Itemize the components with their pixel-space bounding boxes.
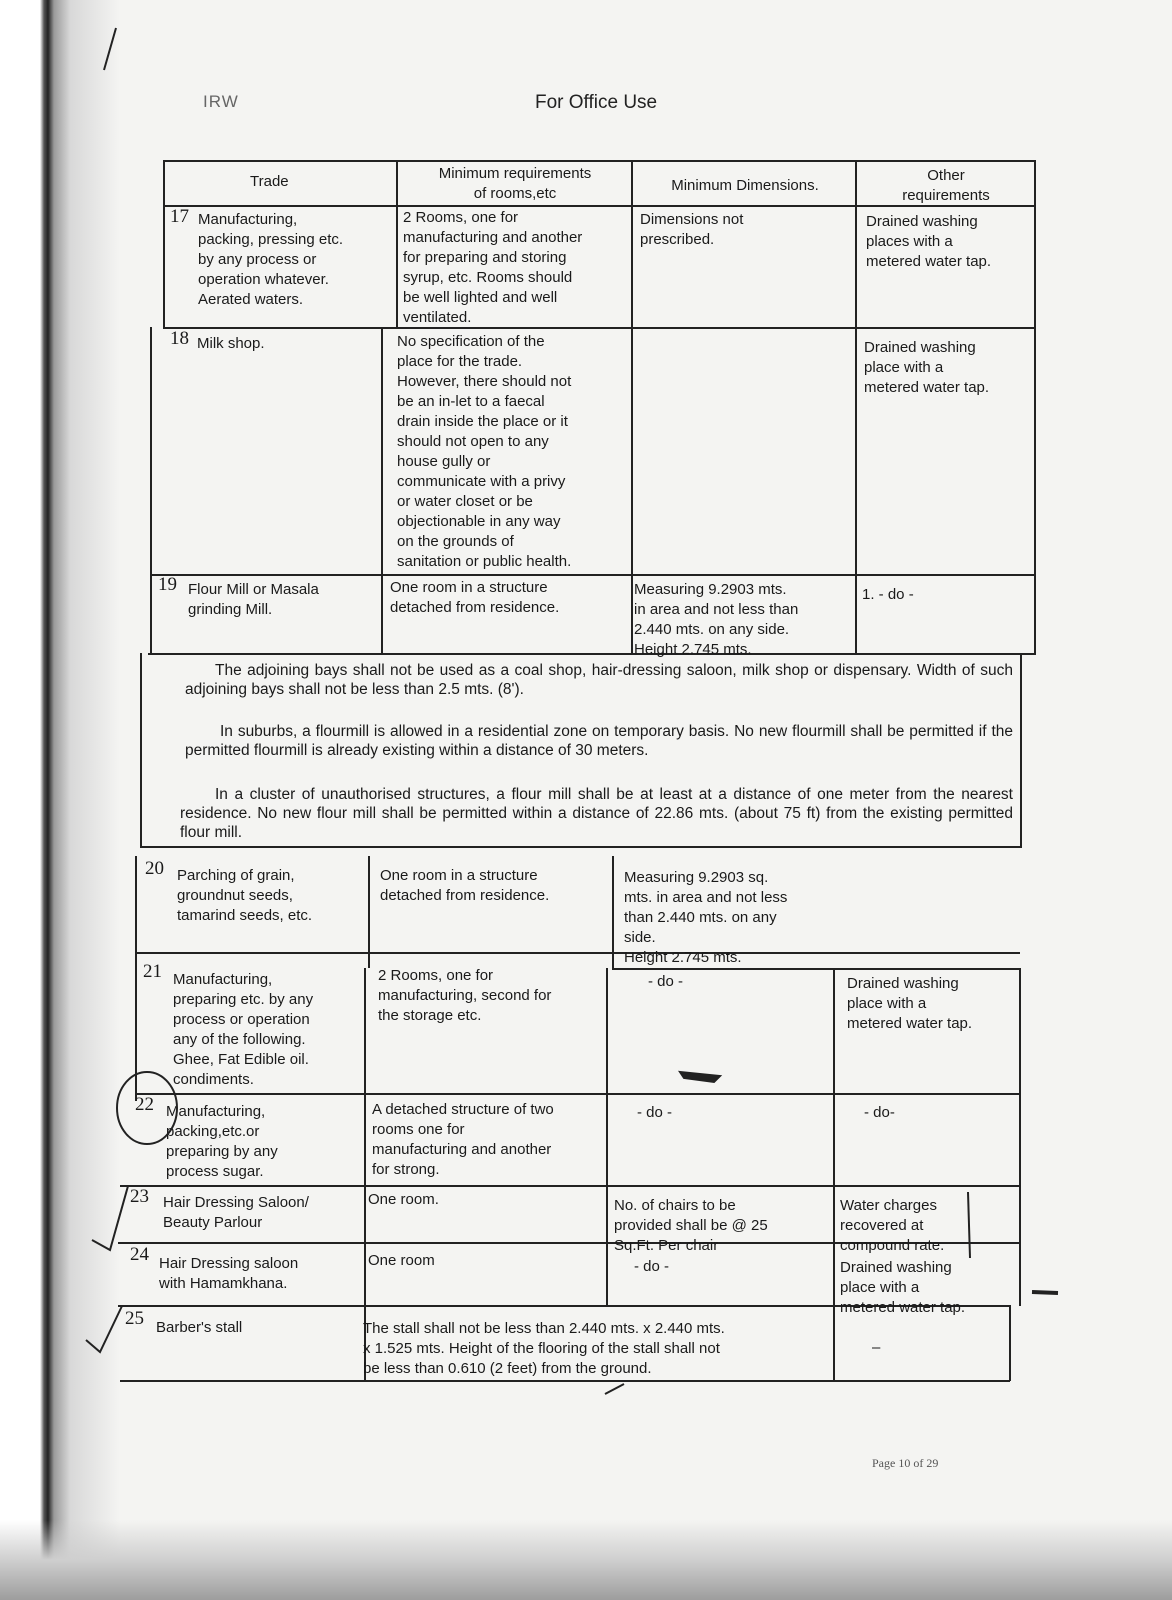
note-unauthorised-cluster: In a cluster of unauthorised structures, a flour mill shall be at least at a distance of one meter from the nearest residence. No new flour mill shall be permitted within a distance of 22.86 mts. (about 75 ft) from the existing permitted flour mill. [180,786,1013,841]
row-21-other: Drained washing place with a metered water tap. [847,975,973,1032]
row-20-trade: Parching of grain, groundnut seeds, tamarind seeds, etc. [177,867,313,924]
header-trade: Trade [250,173,289,190]
row-17-trade: Manufacturing, packing, pressing etc. by any process or operation whatever. Aerated waters. [198,211,344,308]
header-min-rooms: Minimum requirements of rooms,etc [438,165,592,202]
row-25-rooms-dims: The stall shall not be less than 2.440 mts. x 2.440 mts. x 1.525 mts. Height of the flooring of the stall shall not be less than 0.610 (2 feet) from the ground. [363,1320,725,1377]
row-25-number: 25 [125,1309,144,1329]
row-22-other: - do- [864,1104,895,1121]
row-23-dims: No. of chairs to be provided shall be @ 25 Sq.Ft. Per chair [614,1197,768,1254]
row-17-dims: Dimensions not prescribed. [640,211,744,248]
row-18-rooms: No specification of the place for the trade. However, there should not be an in-let to a faecal drain inside the place or it should not open to any house gully or communicate with a privy or water closet or be objectionable in any way on the grounds of sanitation or public health. [397,333,572,570]
scan-shadow-left [0,0,120,1600]
row-23-rooms: One room. [368,1191,439,1208]
dash-mark-right [1032,1292,1058,1293]
row-22-dims: - do - [637,1104,673,1121]
header-min-dims: Minimum Dimensions. [671,177,819,194]
ink-smudge [680,1072,720,1082]
row-19-rooms: One room in a structure detached from residence. [390,579,560,616]
row-18-number: 18 [170,329,189,349]
row-17-rooms: 2 Rooms, one for manufacturing and another for preparing and storing syrup, etc. Rooms should be well lighted and well ventilated. [403,209,583,326]
row-21-dims: - do - [648,973,684,990]
row-23-other: Water charges recovered at compound rate. [840,1197,945,1254]
row-25-trade: Barber's stall [156,1319,243,1336]
row-22-number: 22 [135,1095,154,1115]
row-18-other: Drained washing place with a metered water tap. [864,339,990,396]
row-21-trade: Manufacturing, preparing etc. by any process or operation any of the following. Ghee, Fat Edible oil. condiments. [173,971,314,1088]
row-20-number: 20 [145,859,164,879]
stroke-mark-bottom [605,1384,624,1394]
row-24-rooms: One room [368,1252,435,1269]
row-18-trade: Milk shop. [197,335,265,352]
row-19-trade: Flour Mill or Masala grinding Mill. [188,581,319,618]
row-23-trade: Hair Dressing Saloon/ Beauty Parlour [163,1194,309,1231]
row-24-other: Drained washing place with a metered water tap. [840,1259,966,1316]
row-24-number: 24 [130,1245,149,1265]
row-17-number: 17 [170,207,189,227]
row-23-number: 23 [130,1187,149,1207]
row-21-rooms: 2 Rooms, one for manufacturing, second for the storage etc. [378,967,552,1024]
note-adjoining-bays: The adjoining bays shall not be used as a coal shop, hair-dressing saloon, milk shop or dispensary. Width of such adjoining bays shall not be less than 2.5 mts. (8'). [185,662,1013,698]
page-number: Page 10 of 29 [872,1456,939,1470]
header-other: Other requirements [902,167,990,204]
header-code: IRW [203,92,239,111]
row-20-dims: Measuring 9.2903 sq. mts. in area and not less than 2.440 mts. on any side. Height 2.745 mts. [624,869,788,966]
row-20-rooms: One room in a structure detached from residence. [380,867,550,904]
page-title: For Office Use [535,92,658,113]
row-19-number: 19 [158,575,177,595]
row-21-number: 21 [143,962,162,982]
row-24-trade: Hair Dressing saloon with Hamamkhana. [159,1255,299,1292]
row-25-other: – [872,1339,881,1356]
scan-shadow-bottom [0,1520,1172,1600]
row-22-rooms: A detached structure of two rooms one for manufacturing and another for strong. [372,1101,554,1178]
row-17-other: Drained washing places with a metered water tap. [866,213,992,270]
row-19-dims: Measuring 9.2903 mts. in area and not less than 2.440 mts. on any side. Height 2.745 mts. [634,581,799,658]
row-24-dims: - do - [634,1258,670,1275]
row-22-trade: Manufacturing, packing,etc.or preparing by any process sugar. [166,1103,278,1180]
note-suburbs: In suburbs, a flourmill is allowed in a residential zone on temporary basis. No new flourmill shall be permitted if the permitted flourmill is already existing within a distance of 30 meters. [185,723,1013,759]
row-19-other: 1. - do - [862,586,914,603]
